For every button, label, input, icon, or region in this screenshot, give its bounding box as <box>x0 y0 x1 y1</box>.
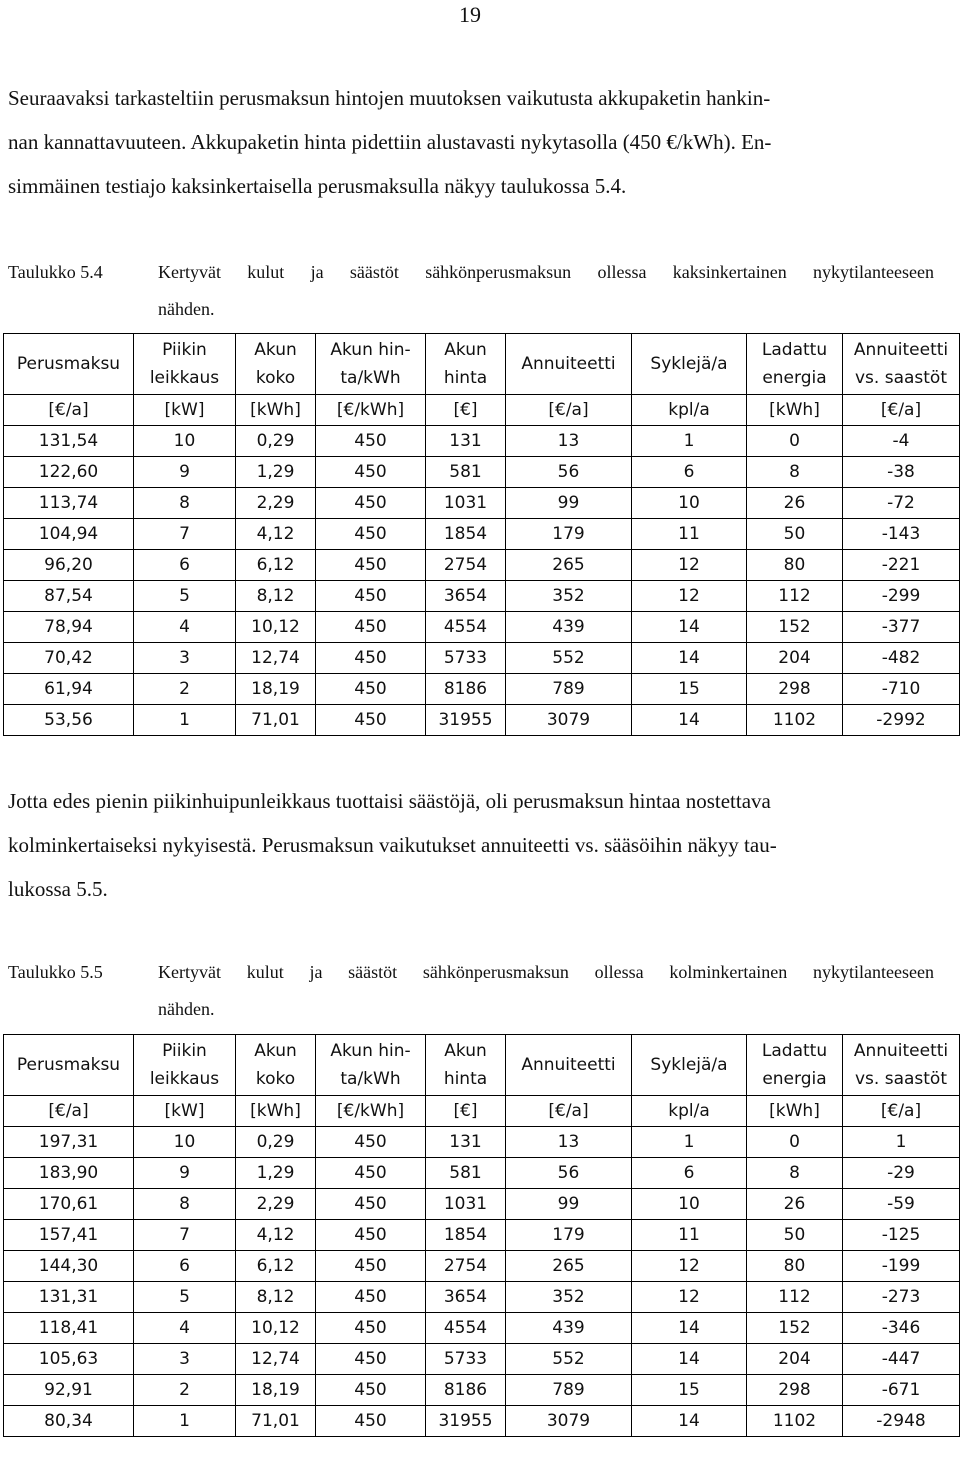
table-cell: 71,01 <box>236 705 316 736</box>
table-cell: 1 <box>843 1127 960 1158</box>
units-row <box>4 395 960 426</box>
table-cell: -671 <box>843 1375 960 1406</box>
table-cell: 183,90 <box>4 1158 134 1189</box>
column-header-line: Akun hin- <box>330 340 411 360</box>
table-cell: 179 <box>506 519 632 550</box>
table-cell: 112 <box>747 1282 843 1313</box>
column-header <box>236 334 316 395</box>
column-header <box>632 1035 747 1096</box>
table-cell: 2 <box>134 1375 236 1406</box>
table-cell: 450 <box>316 612 426 643</box>
table-cell: 5 <box>134 1282 236 1313</box>
table-cell: 14 <box>632 1313 747 1344</box>
column-header-line: Syklejä/a <box>650 1055 728 1075</box>
table-cell: 1,29 <box>236 1158 316 1189</box>
table-cell: 10 <box>632 1189 747 1220</box>
table-cell: 61,94 <box>4 674 134 705</box>
table-cell: 1 <box>632 426 747 457</box>
table-cell: 7 <box>134 1220 236 1251</box>
table-cell: 450 <box>316 674 426 705</box>
column-header-line: ta/kWh <box>340 368 401 388</box>
table-row <box>4 426 960 457</box>
table-cell: 10 <box>632 488 747 519</box>
table-cell: 4 <box>134 1313 236 1344</box>
column-header <box>4 334 134 395</box>
table-cell: 2 <box>134 674 236 705</box>
table-cell: 4554 <box>426 1313 506 1344</box>
table-row <box>4 581 960 612</box>
table-row <box>4 457 960 488</box>
table-cell: 3079 <box>506 705 632 736</box>
table-cell: 789 <box>506 1375 632 1406</box>
table-cell: 31955 <box>426 705 506 736</box>
table-cell: -125 <box>843 1220 960 1251</box>
table-cell: 105,63 <box>4 1344 134 1375</box>
table-cell: 450 <box>316 1158 426 1189</box>
table-cell: 450 <box>316 1375 426 1406</box>
table-cell: 3654 <box>426 1282 506 1313</box>
table-cell: 0,29 <box>236 426 316 457</box>
table-row <box>4 550 960 581</box>
table-header-row <box>4 334 960 395</box>
table-cell: 9 <box>134 457 236 488</box>
table-cell: 92,91 <box>4 1375 134 1406</box>
table-row <box>4 1406 960 1437</box>
table-cell: 144,30 <box>4 1251 134 1282</box>
table-5-4 <box>3 333 960 736</box>
table-cell: 14 <box>632 705 747 736</box>
table-cell: 12 <box>632 581 747 612</box>
table-cell: 6 <box>134 550 236 581</box>
table-cell: 18,19 <box>236 1375 316 1406</box>
table-cell: 439 <box>506 1313 632 1344</box>
column-header-line: Ladattu <box>761 1041 828 1061</box>
table-cell: 450 <box>316 1344 426 1375</box>
table-row <box>4 1251 960 1282</box>
table-cell: 581 <box>426 457 506 488</box>
table-cell: 581 <box>426 1158 506 1189</box>
table-cell: 4,12 <box>236 519 316 550</box>
table-cell: -221 <box>843 550 960 581</box>
column-header-line: Akun <box>254 1041 297 1061</box>
table-cell: 3 <box>134 1344 236 1375</box>
table-cell: 99 <box>506 1189 632 1220</box>
conclusion-paragraph <box>8 779 933 911</box>
table-row <box>4 1344 960 1375</box>
paragraph-line: lukossa 5.5. <box>8 877 108 901</box>
table-cell: -299 <box>843 581 960 612</box>
table-cell: -273 <box>843 1282 960 1313</box>
table-cell: 157,41 <box>4 1220 134 1251</box>
table-cell: 11 <box>632 1220 747 1251</box>
table-cell: 352 <box>506 1282 632 1313</box>
table-cell: 1031 <box>426 1189 506 1220</box>
column-header <box>134 334 236 395</box>
table2-caption-label: Taulukko 5.5 <box>8 962 103 982</box>
table-cell: 6,12 <box>236 1251 316 1282</box>
table-row <box>4 519 960 550</box>
table-cell: 18,19 <box>236 674 316 705</box>
table2-caption-text: Kertyvät kulut ja säästöt sähkönperusmaksun ollessa kolminkertainen nykytilanteeseen <box>158 962 934 982</box>
column-header-line: ta/kWh <box>340 1069 401 1089</box>
table-cell: 4,12 <box>236 1220 316 1251</box>
table1-caption-text: Kertyvät kulut ja säästöt sähkönperusmaksun ollessa kaksinkertainen nykytilanteeseen <box>158 262 934 282</box>
table-cell: 265 <box>506 1251 632 1282</box>
table-cell: 3079 <box>506 1406 632 1437</box>
table-cell: 10 <box>134 426 236 457</box>
table-cell: 71,01 <box>236 1406 316 1437</box>
table-cell: 12,74 <box>236 643 316 674</box>
table-cell: 50 <box>747 1220 843 1251</box>
table-cell: 10,12 <box>236 1313 316 1344</box>
column-header-line: Perusmaksu <box>16 354 121 374</box>
column-header-line: Annuiteetti <box>853 340 949 360</box>
unit-cell: [€/kWh] <box>316 395 426 426</box>
table-cell: 11 <box>632 519 747 550</box>
table-cell: 113,74 <box>4 488 134 519</box>
table-row <box>4 1375 960 1406</box>
column-header <box>506 334 632 395</box>
table-cell: 1 <box>632 1127 747 1158</box>
table-cell: 8 <box>134 488 236 519</box>
table-cell: 8186 <box>426 1375 506 1406</box>
table-cell: 3654 <box>426 581 506 612</box>
table-cell: 78,94 <box>4 612 134 643</box>
table-cell: 6,12 <box>236 550 316 581</box>
column-header-line: Akun hin- <box>330 1041 411 1061</box>
table-cell: 789 <box>506 674 632 705</box>
column-header-line: vs. saastöt <box>854 1069 947 1089</box>
table-cell: 1102 <box>747 1406 843 1437</box>
column-header <box>134 1035 236 1096</box>
unit-cell: [€/a] <box>843 1096 960 1127</box>
table-cell: -482 <box>843 643 960 674</box>
column-header <box>316 334 426 395</box>
intro-paragraph <box>8 76 933 208</box>
table-cell: 131 <box>426 1127 506 1158</box>
column-header-line: Annuiteetti <box>521 1055 616 1075</box>
table-cell: 2754 <box>426 550 506 581</box>
table-cell: 9 <box>134 1158 236 1189</box>
table-cell: 118,41 <box>4 1313 134 1344</box>
table-cell: 2,29 <box>236 1189 316 1220</box>
column-header <box>632 334 747 395</box>
unit-cell: [kWh] <box>236 1096 316 1127</box>
table-cell: 450 <box>316 1313 426 1344</box>
table-cell: 0,29 <box>236 1127 316 1158</box>
column-header-line: hinta <box>443 368 488 388</box>
table-cell: 450 <box>316 1220 426 1251</box>
column-header <box>747 334 843 395</box>
table-cell: 450 <box>316 705 426 736</box>
table-row <box>4 612 960 643</box>
column-header-line: Annuiteetti <box>521 354 616 374</box>
table-cell: 204 <box>747 1344 843 1375</box>
table-row <box>4 1158 960 1189</box>
table-cell: 10,12 <box>236 612 316 643</box>
column-header <box>4 1035 134 1096</box>
column-header-line: koko <box>255 368 296 388</box>
table-cell: 450 <box>316 1282 426 1313</box>
table-cell: -447 <box>843 1344 960 1375</box>
table-cell: -710 <box>843 674 960 705</box>
page-number: 19 <box>459 2 481 27</box>
table-cell: -72 <box>843 488 960 519</box>
table-cell: 352 <box>506 581 632 612</box>
table-cell: -199 <box>843 1251 960 1282</box>
table-cell: 298 <box>747 674 843 705</box>
table-cell: 13 <box>506 1127 632 1158</box>
table-cell: 179 <box>506 1220 632 1251</box>
table-cell: 1 <box>134 1406 236 1437</box>
table-cell: 1102 <box>747 705 843 736</box>
table-row <box>4 1220 960 1251</box>
table-cell: 8,12 <box>236 1282 316 1313</box>
table-cell: 298 <box>747 1375 843 1406</box>
table-cell: 204 <box>747 643 843 674</box>
table-cell: 122,60 <box>4 457 134 488</box>
table-cell: 15 <box>632 674 747 705</box>
paragraph-line: Jotta edes pienin piikinhuipunleikkaus tuottaisi säästöjä, oli perusmaksun hintaa nostettava <box>8 789 771 813</box>
table-cell: 152 <box>747 1313 843 1344</box>
table-cell: 450 <box>316 488 426 519</box>
column-header-line: Perusmaksu <box>16 1055 121 1075</box>
table-cell: 31955 <box>426 1406 506 1437</box>
column-header-line: Piikin <box>162 340 207 360</box>
table-cell: 12,74 <box>236 1344 316 1375</box>
table-cell: 12 <box>632 550 747 581</box>
table-cell: 70,42 <box>4 643 134 674</box>
table-cell: 8 <box>134 1189 236 1220</box>
column-header-line: Akun <box>254 340 297 360</box>
table-cell: 14 <box>632 1406 747 1437</box>
table-cell: 14 <box>632 1344 747 1375</box>
table-cell: 8 <box>747 457 843 488</box>
table-cell: -29 <box>843 1158 960 1189</box>
table-cell: 53,56 <box>4 705 134 736</box>
table-row <box>4 643 960 674</box>
table-cell: -346 <box>843 1313 960 1344</box>
column-header <box>236 1035 316 1096</box>
table-cell: 5733 <box>426 1344 506 1375</box>
table-cell: 26 <box>747 1189 843 1220</box>
table-cell: -4 <box>843 426 960 457</box>
table-5-5 <box>3 1034 960 1437</box>
unit-cell: [kWh] <box>236 395 316 426</box>
table-cell: 14 <box>632 612 747 643</box>
table-cell: 450 <box>316 643 426 674</box>
column-header-line: Syklejä/a <box>650 354 728 374</box>
column-header-line: Ladattu <box>761 340 828 360</box>
table-cell: 450 <box>316 550 426 581</box>
table2-caption-continuation: nähden. <box>158 999 215 1019</box>
table-cell: 197,31 <box>4 1127 134 1158</box>
table-cell: 552 <box>506 643 632 674</box>
table-row <box>4 1282 960 1313</box>
table-cell: 4 <box>134 612 236 643</box>
paragraph-line: nan kannattavuuteen. Akkupaketin hinta pidettiin alustavasti nykytasolla (450 €/kWh). En- <box>8 130 772 154</box>
table-cell: 1031 <box>426 488 506 519</box>
table-cell: 439 <box>506 612 632 643</box>
column-header <box>506 1035 632 1096</box>
table-cell: 96,20 <box>4 550 134 581</box>
column-header-line: koko <box>255 1069 296 1089</box>
column-header <box>843 1035 960 1096</box>
table-cell: 15 <box>632 1375 747 1406</box>
table-cell: 6 <box>632 457 747 488</box>
table-cell: -143 <box>843 519 960 550</box>
unit-cell: [€/a] <box>4 395 134 426</box>
table-cell: 112 <box>747 581 843 612</box>
table-cell: 26 <box>747 488 843 519</box>
table-cell: -2948 <box>843 1406 960 1437</box>
table-cell: -38 <box>843 457 960 488</box>
paragraph-line: kolminkertaiseksi nykyisestä. Perusmaksun vaikutukset annuiteetti vs. sääsöihin näkyy tau- <box>8 833 777 857</box>
table-row <box>4 674 960 705</box>
table-cell: 152 <box>747 612 843 643</box>
unit-cell: kpl/a <box>632 1096 747 1127</box>
unit-cell: [€] <box>426 395 506 426</box>
column-header <box>843 334 960 395</box>
table-cell: 170,61 <box>4 1189 134 1220</box>
table-cell: -59 <box>843 1189 960 1220</box>
table-cell: 50 <box>747 519 843 550</box>
column-header-line: energia <box>762 368 827 388</box>
column-header-line: vs. saastöt <box>854 368 947 388</box>
unit-cell: [€/kWh] <box>316 1096 426 1127</box>
table-cell: 3 <box>134 643 236 674</box>
column-header-line: hinta <box>443 1069 488 1089</box>
table-cell: 552 <box>506 1344 632 1375</box>
table-row <box>4 1189 960 1220</box>
table-cell: 450 <box>316 1251 426 1282</box>
table-cell: 104,94 <box>4 519 134 550</box>
table-header-row <box>4 1035 960 1096</box>
table-cell: 6 <box>134 1251 236 1282</box>
table-cell: 5 <box>134 581 236 612</box>
table-cell: 80,34 <box>4 1406 134 1437</box>
unit-cell: [€/a] <box>506 395 632 426</box>
table-cell: 80 <box>747 550 843 581</box>
unit-cell: [€/a] <box>843 395 960 426</box>
column-header-line: leikkaus <box>149 368 220 388</box>
table-cell: 1854 <box>426 519 506 550</box>
unit-cell: [€/a] <box>4 1096 134 1127</box>
table-row <box>4 1127 960 1158</box>
unit-cell: [kWh] <box>747 395 843 426</box>
table-cell: 450 <box>316 1189 426 1220</box>
table-cell: 265 <box>506 550 632 581</box>
unit-cell: [€/a] <box>506 1096 632 1127</box>
column-header <box>426 334 506 395</box>
table-cell: 131,54 <box>4 426 134 457</box>
table-row <box>4 1313 960 1344</box>
column-header <box>747 1035 843 1096</box>
table-cell: 87,54 <box>4 581 134 612</box>
table-cell: 450 <box>316 1127 426 1158</box>
column-header <box>316 1035 426 1096</box>
table-cell: 80 <box>747 1251 843 1282</box>
unit-cell: [kWh] <box>747 1096 843 1127</box>
table-cell: 8186 <box>426 674 506 705</box>
table-cell: 450 <box>316 457 426 488</box>
table-cell: 12 <box>632 1282 747 1313</box>
table-row <box>4 705 960 736</box>
table-cell: 450 <box>316 581 426 612</box>
table-cell: 2754 <box>426 1251 506 1282</box>
column-header-line: Annuiteetti <box>853 1041 949 1061</box>
table-cell: 14 <box>632 643 747 674</box>
column-header-line: Akun <box>444 340 487 360</box>
table-cell: 12 <box>632 1251 747 1282</box>
unit-cell: [kW] <box>134 1096 236 1127</box>
table-cell: 10 <box>134 1127 236 1158</box>
table-cell: 99 <box>506 488 632 519</box>
table-cell: 8,12 <box>236 581 316 612</box>
table-row <box>4 488 960 519</box>
table-cell: 13 <box>506 426 632 457</box>
table-cell: 2,29 <box>236 488 316 519</box>
table-cell: 1,29 <box>236 457 316 488</box>
table-cell: 5733 <box>426 643 506 674</box>
table-cell: 131,31 <box>4 1282 134 1313</box>
table-cell: 131 <box>426 426 506 457</box>
table-cell: 7 <box>134 519 236 550</box>
column-header-line: Piikin <box>162 1041 207 1061</box>
column-header-line: Akun <box>444 1041 487 1061</box>
unit-cell: kpl/a <box>632 395 747 426</box>
table-cell: 0 <box>747 1127 843 1158</box>
table-cell: 4554 <box>426 612 506 643</box>
unit-cell: [kW] <box>134 395 236 426</box>
table-cell: 0 <box>747 426 843 457</box>
table1-caption-label: Taulukko 5.4 <box>8 262 103 282</box>
column-header <box>426 1035 506 1096</box>
table-cell: 8 <box>747 1158 843 1189</box>
column-header-line: energia <box>762 1069 827 1089</box>
paragraph-line: simmäinen testiajo kaksinkertaisella perusmaksulla näkyy taulukossa 5.4. <box>8 174 627 198</box>
column-header-line: leikkaus <box>149 1069 220 1089</box>
table-cell: 450 <box>316 426 426 457</box>
unit-cell: [€] <box>426 1096 506 1127</box>
table-cell: 1 <box>134 705 236 736</box>
table-cell: 450 <box>316 519 426 550</box>
table-cell: 6 <box>632 1158 747 1189</box>
table-cell: -377 <box>843 612 960 643</box>
table-cell: -2992 <box>843 705 960 736</box>
table1-caption-continuation: nähden. <box>158 299 215 319</box>
units-row <box>4 1096 960 1127</box>
table-cell: 56 <box>506 1158 632 1189</box>
table-cell: 450 <box>316 1406 426 1437</box>
table-cell: 56 <box>506 457 632 488</box>
table-cell: 1854 <box>426 1220 506 1251</box>
paragraph-line: Seuraavaksi tarkasteltiin perusmaksun hintojen muutoksen vaikutusta akkupaketin hankin- <box>8 86 771 110</box>
